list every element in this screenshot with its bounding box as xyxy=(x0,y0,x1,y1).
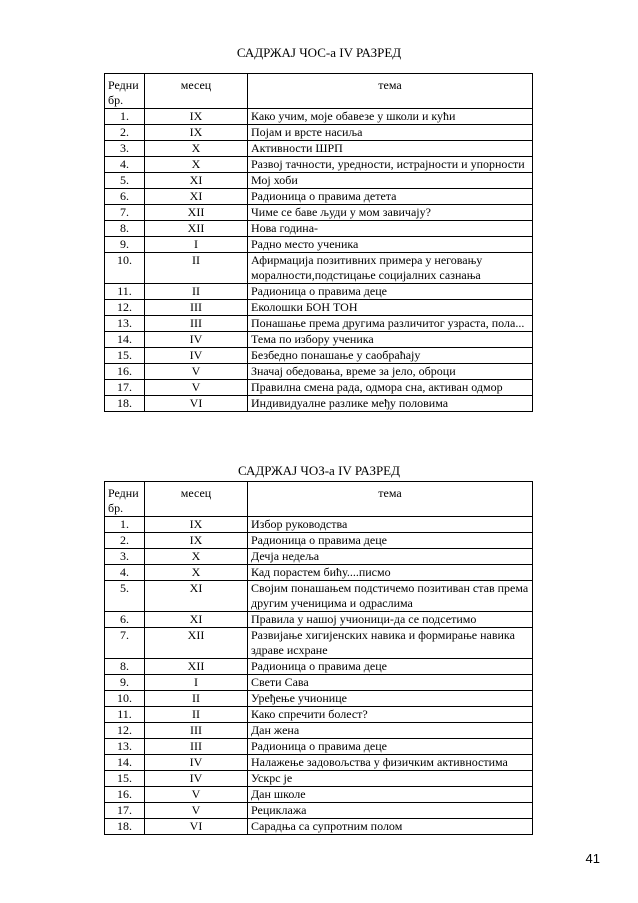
row-number: 3. xyxy=(105,141,145,157)
row-topic: Радионица о правима детета xyxy=(248,189,533,205)
row-number: 6. xyxy=(105,189,145,205)
row-number: 17. xyxy=(105,803,145,819)
row-month: III xyxy=(145,739,248,755)
row-number: 13. xyxy=(105,316,145,332)
row-number: 4. xyxy=(105,157,145,173)
row-number: 2. xyxy=(105,533,145,549)
row-month: IX xyxy=(145,533,248,549)
row-month: IX xyxy=(145,109,248,125)
row-month: X xyxy=(145,549,248,565)
row-month: V xyxy=(145,787,248,803)
row-month: III xyxy=(145,316,248,332)
table-row xyxy=(105,300,533,316)
row-number: 6. xyxy=(105,612,145,628)
row-number: 12. xyxy=(105,300,145,316)
row-month: XI xyxy=(145,173,248,189)
section-title-choz: САДРЖАЈ ЧОЗ-а IV РАЗРЕД xyxy=(237,463,400,478)
row-topic: Радионица о правима деце xyxy=(248,533,533,549)
row-number: 18. xyxy=(105,396,145,412)
row-number: 8. xyxy=(105,659,145,675)
table-header-row xyxy=(105,482,533,517)
table-row xyxy=(105,533,533,549)
table-row xyxy=(105,739,533,755)
table-row xyxy=(105,173,533,189)
table-row xyxy=(105,755,533,771)
row-topic: Налажење задовољства у физичким активностима xyxy=(248,755,533,771)
row-topic: Развој тачности, уредности, истрајности и упорности xyxy=(248,157,533,173)
row-month: V xyxy=(145,380,248,396)
table-row xyxy=(105,803,533,819)
row-month: IV xyxy=(145,348,248,364)
table-header-row xyxy=(105,74,533,109)
row-month: IX xyxy=(145,125,248,141)
row-month: IV xyxy=(145,332,248,348)
row-number: 11. xyxy=(105,284,145,300)
table-row xyxy=(105,189,533,205)
table-row xyxy=(105,396,533,412)
row-month: IX xyxy=(145,517,248,533)
table-row xyxy=(105,549,533,565)
row-number: 10. xyxy=(105,691,145,707)
row-topic: Правила у нашој учионици-да се подсетимо xyxy=(248,612,533,628)
row-topic: Кад порастем бићу....писмо xyxy=(248,565,533,581)
row-topic: Својим понашањем подстичемо позитиван став према другим ученицима и одраслима xyxy=(248,581,533,612)
table-row xyxy=(105,348,533,364)
row-month: V xyxy=(145,364,248,380)
row-month: XII xyxy=(145,659,248,675)
table-row xyxy=(105,380,533,396)
row-month: II xyxy=(145,253,248,284)
table-row xyxy=(105,581,533,612)
row-topic: Радионица о правима деце xyxy=(248,739,533,755)
row-topic: Свети Сава xyxy=(248,675,533,691)
row-topic: Правилна смена рада, одмора сна, активан одмор xyxy=(248,380,533,396)
row-topic: Значај обедовања, време за јело, оброци xyxy=(248,364,533,380)
row-topic: Појам и врсте насиља xyxy=(248,125,533,141)
row-topic: Дечја недеља xyxy=(248,549,533,565)
row-topic: Избор руководства xyxy=(248,517,533,533)
table-row xyxy=(105,612,533,628)
row-number: 3. xyxy=(105,549,145,565)
row-number: 1. xyxy=(105,109,145,125)
row-month: XI xyxy=(145,189,248,205)
row-number: 1. xyxy=(105,517,145,533)
row-number: 7. xyxy=(105,205,145,221)
row-month: X xyxy=(145,141,248,157)
row-month: XII xyxy=(145,221,248,237)
row-month: I xyxy=(145,237,248,253)
table-row xyxy=(105,205,533,221)
row-number: 5. xyxy=(105,581,145,612)
header-topic: тема xyxy=(248,74,533,109)
row-topic: Еколошки БОН ТОН xyxy=(248,300,533,316)
row-number: 5. xyxy=(105,173,145,189)
row-month: XI xyxy=(145,612,248,628)
row-month: II xyxy=(145,691,248,707)
header-month: месец xyxy=(145,74,248,109)
header-ordinal: Редни бр. xyxy=(105,74,145,109)
row-number: 9. xyxy=(105,675,145,691)
row-topic: Како спречити болест? xyxy=(248,707,533,723)
row-number: 12. xyxy=(105,723,145,739)
row-number: 14. xyxy=(105,755,145,771)
page-number: 41 xyxy=(585,851,600,866)
row-month: II xyxy=(145,284,248,300)
section-title-chos: САДРЖАЈ ЧОС-а IV РАЗРЕД xyxy=(236,45,402,60)
header-month: месец xyxy=(145,482,248,517)
row-topic: Афирмација позитивних примера у неговању моралности,подстицање социјалних сазнања xyxy=(248,253,533,284)
table-row xyxy=(105,109,533,125)
row-number: 15. xyxy=(105,348,145,364)
row-topic: Дан школе xyxy=(248,787,533,803)
row-topic: Радионица о правима деце xyxy=(248,659,533,675)
row-month: XII xyxy=(145,628,248,659)
header-topic: тема xyxy=(248,482,533,517)
table-row xyxy=(105,517,533,533)
row-topic: Развијање хигијенских навика и формирање навика здраве исхране xyxy=(248,628,533,659)
table-row xyxy=(105,316,533,332)
row-number: 2. xyxy=(105,125,145,141)
row-month: VI xyxy=(145,396,248,412)
table-row xyxy=(105,659,533,675)
table-row xyxy=(105,565,533,581)
row-month: XII xyxy=(145,205,248,221)
row-number: 11. xyxy=(105,707,145,723)
row-number: 13. xyxy=(105,739,145,755)
choz-schedule-table xyxy=(104,481,533,835)
row-number: 15. xyxy=(105,771,145,787)
row-number: 10. xyxy=(105,253,145,284)
table-row xyxy=(105,691,533,707)
table-row xyxy=(105,364,533,380)
row-topic: Активности ШРП xyxy=(248,141,533,157)
row-topic: Понашање према другима различитог узраста, пола... xyxy=(248,316,533,332)
table-row xyxy=(105,125,533,141)
table-row xyxy=(105,221,533,237)
row-month: XI xyxy=(145,581,248,612)
table-row xyxy=(105,332,533,348)
row-number: 7. xyxy=(105,628,145,659)
table-row xyxy=(105,771,533,787)
row-topic: Радно место ученика xyxy=(248,237,533,253)
row-topic: Дан жена xyxy=(248,723,533,739)
table-row xyxy=(105,675,533,691)
table-row xyxy=(105,628,533,659)
row-number: 14. xyxy=(105,332,145,348)
row-month: IV xyxy=(145,771,248,787)
row-month: III xyxy=(145,300,248,316)
row-topic: Како учим, моје обавезе у школи и кући xyxy=(248,109,533,125)
row-topic: Уређење учионице xyxy=(248,691,533,707)
table-row xyxy=(105,707,533,723)
row-month: II xyxy=(145,707,248,723)
row-number: 8. xyxy=(105,221,145,237)
row-month: VI xyxy=(145,819,248,835)
row-month: X xyxy=(145,157,248,173)
header-ordinal: Редни бр. xyxy=(105,482,145,517)
table-row xyxy=(105,284,533,300)
row-topic: Мој хоби xyxy=(248,173,533,189)
row-topic: Чиме се баве људи у мом завичају? xyxy=(248,205,533,221)
table-row xyxy=(105,237,533,253)
row-topic: Безбедно понашање у саобраћају xyxy=(248,348,533,364)
row-month: X xyxy=(145,565,248,581)
row-topic: Рециклажа xyxy=(248,803,533,819)
row-topic: Ускрс је xyxy=(248,771,533,787)
row-topic: Сарадња са супротним полом xyxy=(248,819,533,835)
row-month: IV xyxy=(145,755,248,771)
row-topic: Радионица о правима деце xyxy=(248,284,533,300)
row-topic: Индивидуалне разлике међу половима xyxy=(248,396,533,412)
row-number: 16. xyxy=(105,364,145,380)
row-month: I xyxy=(145,675,248,691)
row-month: V xyxy=(145,803,248,819)
row-month: III xyxy=(145,723,248,739)
row-number: 4. xyxy=(105,565,145,581)
row-number: 17. xyxy=(105,380,145,396)
row-number: 16. xyxy=(105,787,145,803)
table-row xyxy=(105,253,533,284)
chos-schedule-table xyxy=(104,73,533,412)
row-number: 9. xyxy=(105,237,145,253)
table-row xyxy=(105,787,533,803)
table-row xyxy=(105,141,533,157)
table-row xyxy=(105,819,533,835)
row-topic: Нова година- xyxy=(248,221,533,237)
table-row xyxy=(105,723,533,739)
row-number: 18. xyxy=(105,819,145,835)
row-topic: Тема по избору ученика xyxy=(248,332,533,348)
table-row xyxy=(105,157,533,173)
